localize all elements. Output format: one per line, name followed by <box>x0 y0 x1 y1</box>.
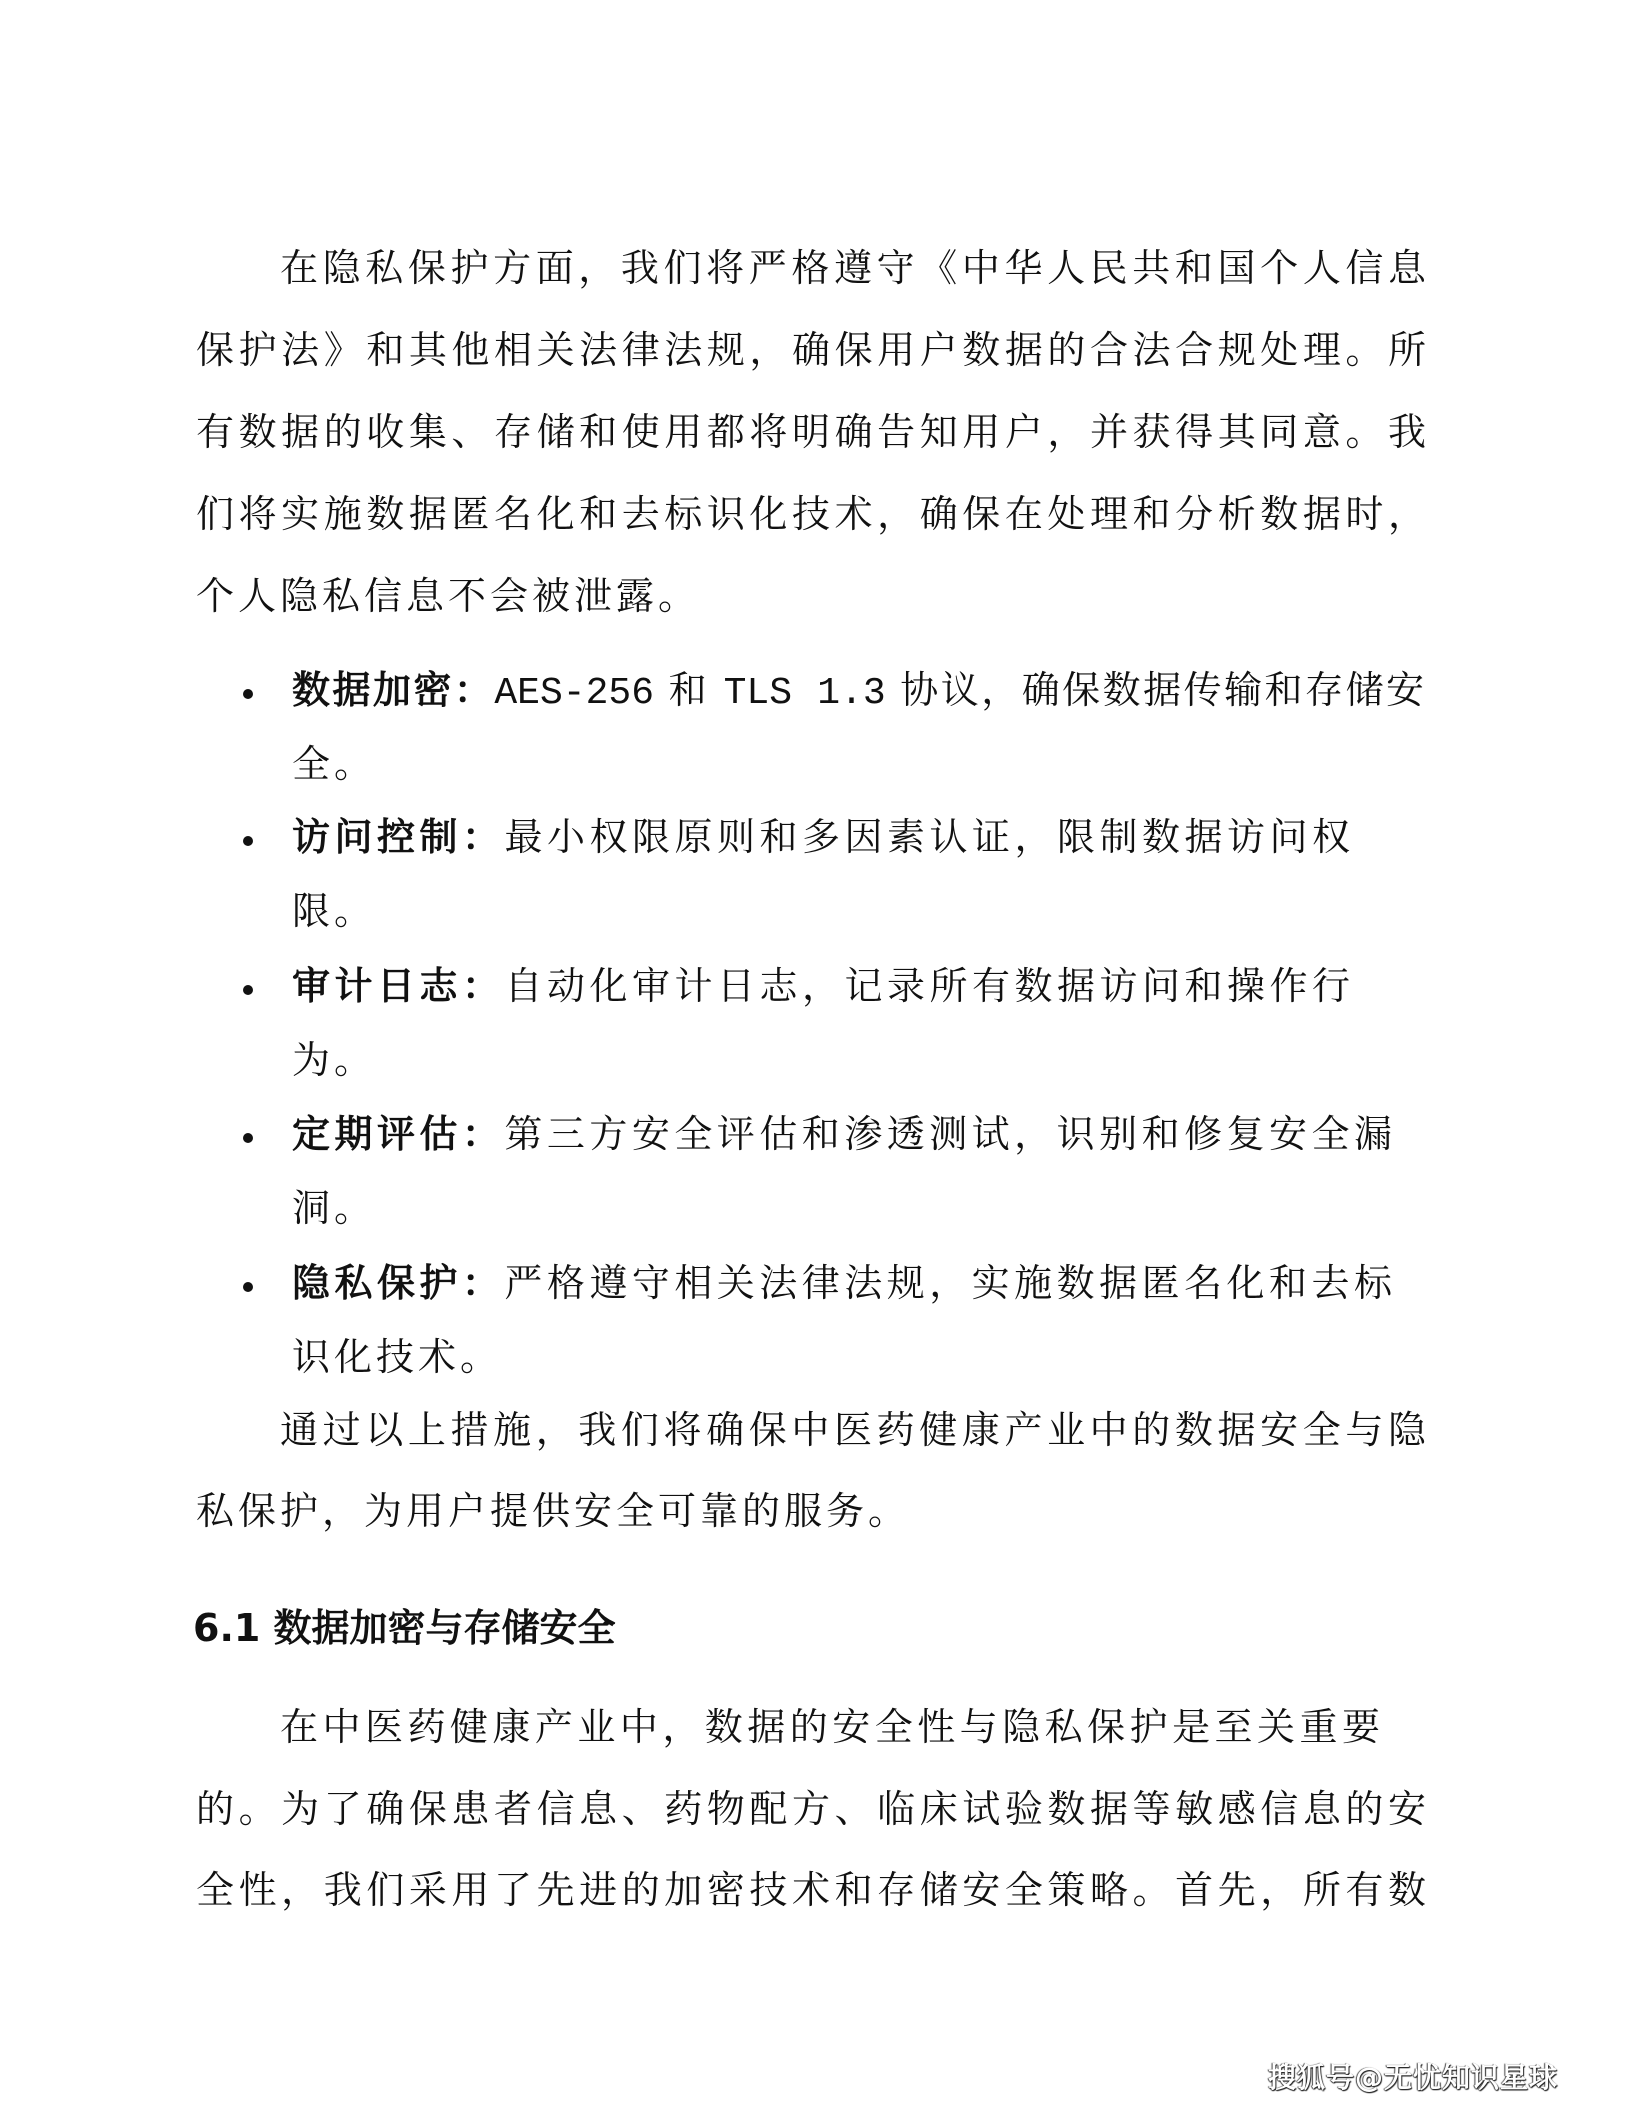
list-item-line <box>292 668 1424 715</box>
bullet-icon <box>243 689 253 699</box>
paragraph-line: 在中医药健康产业中，数据的安全性与隐私保护是至关重要 <box>280 1705 1380 1749</box>
paragraph-line: 们将实施数据匿名化和去标识化技术，确保在处理和分析数据时， <box>196 492 1426 536</box>
list-item-text: 自动化审计日志，记录所有数据访问和操作行 <box>504 964 1350 1008</box>
paragraph-line: 私保护，为用户提供安全可靠的服务。 <box>196 1489 911 1533</box>
list-item-line: 为。 <box>292 1038 377 1082</box>
list-item-text: 协议，确保数据传输和存储安 <box>885 668 1424 712</box>
list-item-line <box>292 1112 1392 1156</box>
bullet-icon <box>243 1133 253 1143</box>
list-item-line: 限。 <box>292 889 377 933</box>
list-item-line <box>292 1261 1392 1305</box>
bullet-icon <box>243 985 253 995</box>
bullet-icon <box>243 836 253 846</box>
bullet-icon <box>243 1282 253 1292</box>
paragraph-line: 全性，我们采用了先进的加密技术和存储安全策略。首先，所有数 <box>196 1868 1426 1912</box>
paragraph-line: 通过以上措施，我们将确保中医药健康产业中的数据安全与隐 <box>280 1408 1426 1452</box>
paragraph-line: 有数据的收集、存储和使用都将明确告知用户，并获得其同意。我 <box>196 410 1426 454</box>
list-item-label: 数据加密： <box>292 668 495 712</box>
list-item-label: 审计日志： <box>292 964 505 1008</box>
list-item-text: 第三方安全评估和渗透测试，识别和修复安全漏 <box>504 1112 1392 1156</box>
section-heading: 6.1 数据加密与存储安全 <box>193 1606 616 1650</box>
list-item-text: 严格遵守相关法律法规，实施数据匿名化和去标 <box>504 1261 1392 1305</box>
paragraph-line: 个人隐私信息不会被泄露。 <box>196 574 701 618</box>
paragraph-line: 在隐私保护方面，我们将严格遵守《中华人民共和国个人信息 <box>280 246 1426 290</box>
list-item-line <box>292 964 1350 1008</box>
paragraph-line: 的。为了确保患者信息、药物配方、临床试验数据等敏感信息的安 <box>196 1787 1426 1831</box>
list-item-text: TLS 1.3 <box>723 672 886 715</box>
list-item-label: 定期评估： <box>292 1112 505 1156</box>
list-item-label: 访问控制： <box>292 815 505 859</box>
watermark: 搜狐号@无忧知识星球 <box>1268 2061 1559 2094</box>
list-item-line <box>292 815 1350 859</box>
list-item-line: 洞。 <box>292 1186 377 1230</box>
list-item-label: 隐私保护： <box>292 1261 505 1305</box>
list-item-line: 识化技术。 <box>292 1335 503 1379</box>
list-item-text: 和 <box>654 668 724 712</box>
list-item-line: 全。 <box>292 742 377 786</box>
paragraph-line: 保护法》和其他相关法律法规，确保用户数据的合法合规处理。所 <box>196 328 1426 372</box>
list-item-text: AES-256 <box>494 672 655 715</box>
list-item-text: 最小权限原则和多因素认证，限制数据访问权 <box>504 815 1350 859</box>
